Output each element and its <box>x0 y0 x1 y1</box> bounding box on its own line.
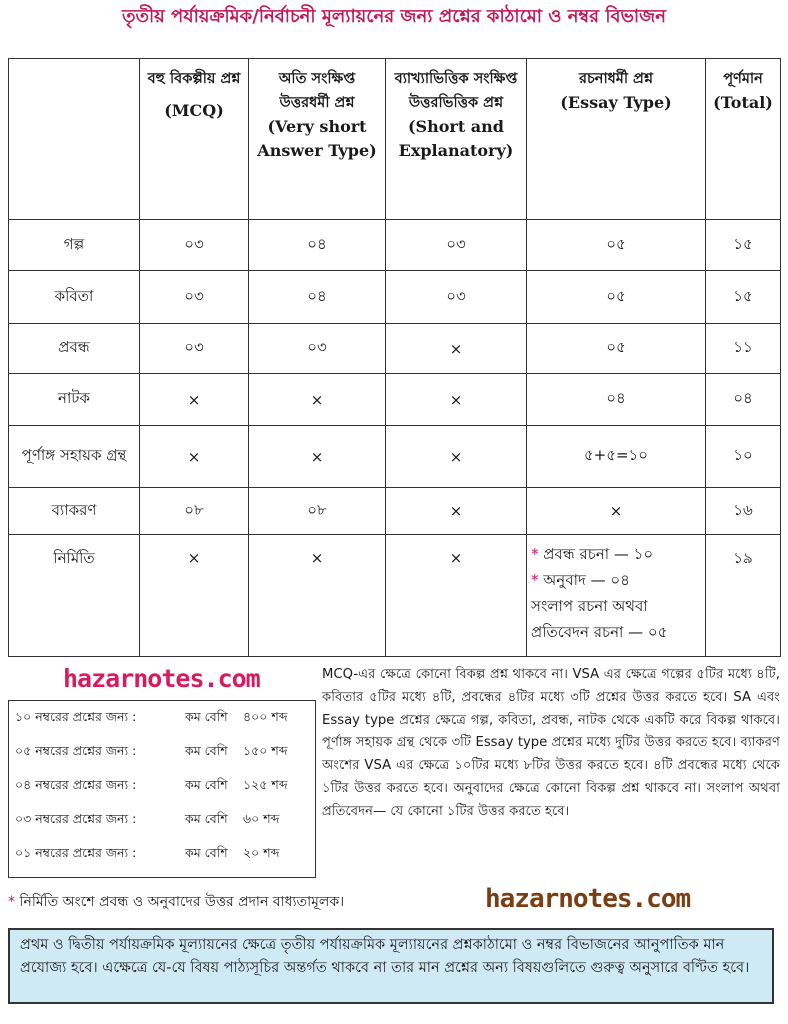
header-essay-bn: রচনাধর্মী প্রশ্ন <box>579 71 653 87</box>
word-limit-value: ২০ শব্দ <box>243 845 280 860</box>
cell-essay: ৫+৫=১০ <box>527 426 706 488</box>
word-limit-label: ০৪ নম্বরের প্রশ্নের জন্য : <box>15 777 137 792</box>
mandatory-note <box>8 890 344 914</box>
cell-essay: ০৫ <box>527 324 706 374</box>
header-sa-bn: ব্যাখ্যাভিত্তিক সংক্ষিপ্ত উত্তরভিত্তিক প্রশ্ন <box>394 71 518 111</box>
cell-vsa: × <box>249 426 386 488</box>
table-row <box>9 535 781 657</box>
page-title: তৃতীয় পর্যায়ক্রমিক/নির্বাচনী মূল্যায়নের জন্য প্রশ্নের কাঠামো ও নম্বর বিভাজন <box>122 6 666 27</box>
essay-line-1-text: প্রবন্ধ রচনা — ১০ <box>543 545 654 563</box>
cell-mcq: × <box>140 374 249 426</box>
essay-line-1 <box>531 541 701 567</box>
word-limit-value: ১২৫ শব্দ <box>243 777 288 792</box>
header-essay <box>527 59 706 220</box>
cell-essay: ০৪ <box>527 374 706 426</box>
word-limit-label: ০৩ নম্বরের প্রশ্নের জন্য : <box>15 811 137 826</box>
star-marker: * <box>531 545 539 563</box>
header-mcq-en: (MCQ) <box>164 101 224 120</box>
word-limit-range: কম বেশি <box>185 743 228 758</box>
star-marker: * <box>8 894 15 910</box>
cell-essay <box>527 535 706 657</box>
cell-mcq: ০৩ <box>140 271 249 324</box>
table-row <box>9 488 781 535</box>
word-limit-range: কম বেশি <box>185 709 228 724</box>
cell-sa: ০৩ <box>386 220 527 271</box>
cell-mcq: ০৩ <box>140 220 249 271</box>
cell-vsa: ০৪ <box>249 220 386 271</box>
cell-sa: × <box>386 324 527 374</box>
word-limit-range: কম বেশি <box>185 777 228 792</box>
corner-cell <box>9 59 140 220</box>
row-name: ব্যাকরণ <box>9 488 140 535</box>
header-total <box>706 59 781 220</box>
header-vsa-en: (Very short Answer Type) <box>257 117 377 160</box>
cell-essay: ০৫ <box>527 220 706 271</box>
header-sa <box>386 59 527 220</box>
cell-vsa: ০৪ <box>249 271 386 324</box>
cell-sa: × <box>386 535 527 657</box>
header-essay-en: (Essay Type) <box>560 93 672 112</box>
header-mcq <box>140 59 249 220</box>
word-limit-label: ০৫ নম্বরের প্রশ্নের জন্য : <box>15 743 137 758</box>
star-marker: * <box>531 571 539 589</box>
word-limit-value: ৬০ শব্দ <box>243 811 280 826</box>
word-limit-value: ৪০০ শব্দ <box>243 709 288 724</box>
row-name: প্রবন্ধ <box>9 324 140 374</box>
cell-sa: × <box>386 488 527 535</box>
cell-mcq: × <box>140 426 249 488</box>
word-limit-row <box>15 845 311 865</box>
cell-mcq: ০৩ <box>140 324 249 374</box>
header-total-en: (Total) <box>713 93 773 112</box>
word-limit-range: কম বেশি <box>185 845 228 860</box>
word-limit-label: ০১ নম্বরের প্রশ্নের জন্য : <box>15 845 137 860</box>
brand-watermark: hazarnotes.com <box>63 664 260 693</box>
row-name: নাটক <box>9 374 140 426</box>
cell-vsa: ০৩ <box>249 324 386 374</box>
cell-mcq: × <box>140 535 249 657</box>
cell-mcq: ০৮ <box>140 488 249 535</box>
marks-table <box>8 58 781 657</box>
cell-total: ১১ <box>706 324 781 374</box>
essay-line-4: প্রতিবেদন রচনা — ০৫ <box>531 623 668 641</box>
word-limit-range: কম বেশি <box>185 811 228 826</box>
table-row <box>9 426 781 488</box>
cell-essay: ০৫ <box>527 271 706 324</box>
row-name: গল্প <box>9 220 140 271</box>
word-limit-row <box>15 777 311 797</box>
row-name: পূর্ণাঙ্গ সহায়ক গ্রন্থ <box>9 426 140 488</box>
bottom-note-box: প্রথম ও দ্বিতীয় পর্যায়ক্রমিক মূল্যায়নের ক্ষেত্রে তৃতীয় পর্যায়ক্রমিক মূল্যায়নের প্রশ্নকাঠামো ও নম্বর বিভাজনের আনুপাতিক মান প্রযোজ্য হবে। এক্ষেত্রে যে-যে বিষয় পাঠ্যসূচির অন্তর্গত থাকবে না তার মান প্রশ্নের অন্য বিষয়গুলিতে গুরুত্ব অনুসারে বণ্টিত হবে। <box>8 928 774 1004</box>
table-row <box>9 324 781 374</box>
cell-sa: ০৩ <box>386 271 527 324</box>
cell-sa: × <box>386 374 527 426</box>
essay-line-2-text: অনুবাদ — ০৪ <box>543 571 630 589</box>
header-mcq-bn: বহু বিকল্পীয় প্রশ্ন <box>147 71 241 87</box>
essay-line-3: সংলাপ রচনা অথবা <box>531 597 648 615</box>
cell-essay: × <box>527 488 706 535</box>
word-limit-label: ১০ নম্বরের প্রশ্নের জন্য : <box>15 709 137 724</box>
row-name: নির্মিতি <box>9 535 140 657</box>
word-limit-row <box>15 811 311 831</box>
header-total-bn: পূর্ণমান <box>723 71 763 87</box>
word-limit-row <box>15 709 311 729</box>
word-limit-box <box>8 700 316 878</box>
cell-total: ১৯ <box>706 535 781 657</box>
header-row <box>9 59 781 220</box>
header-vsa <box>249 59 386 220</box>
cell-sa: × <box>386 426 527 488</box>
mandatory-note-text: নির্মিতি অংশে প্রবন্ধ ও অনুবাদের উত্তর প্রদান বাধ্যতামূলক। <box>19 894 345 910</box>
header-sa-en: (Short and Explanatory) <box>398 117 514 160</box>
header-vsa-bn: অতি সংক্ষিপ্ত উত্তরধর্মী প্রশ্ন <box>278 71 356 111</box>
cell-total: ১০ <box>706 426 781 488</box>
cell-vsa: ০৮ <box>249 488 386 535</box>
brand-watermark-2: hazarnotes.com <box>485 884 691 914</box>
cell-vsa: × <box>249 374 386 426</box>
rules-paragraph: MCQ-এর ক্ষেত্রে কোনো বিকল্প প্রশ্ন থাকবে না। VSA এর ক্ষেত্রে গল্পের ৫টির মধ্যে ৪টি, কবিতার ৫টির মধ্যে ৪টি, প্রবন্ধের ৪টির মধ্যে ৩টি প্রশ্নের উত্তর করতে হবে। SA এবং Essay type প্রশ্নের ক্ষেত্রে গল্প, কবিতা, প্রবন্ধ, নাটক থেকে একটি করে বিকল্প থাকবে। পূর্ণাঙ্গ সহায়ক গ্রন্থ থেকে ৩টি Essay type প্রশ্নের মধ্যে দুটির উত্তর করতে হবে। ব্যাকরণ অংশের VSA এর ক্ষেত্রে ১০টির মধ্যে ৮টির উত্তর করতে হবে। ৪টি প্রবন্ধের মধ্যে থেকে ১টির উত্তর করতে হবে। অনুবাদের ক্ষেত্রে কোনো বিকল্প প্রশ্ন থাকবে না। সংলাপ অথবা প্রতিবেদন— যে কোনো ১টির উত্তর করতে হবে। <box>322 667 780 819</box>
cell-total: ১৬ <box>706 488 781 535</box>
row-name: কবিতা <box>9 271 140 324</box>
word-limit-value: ১৫০ শব্দ <box>243 743 288 758</box>
cell-total: ০৪ <box>706 374 781 426</box>
cell-vsa: × <box>249 535 386 657</box>
table-row <box>9 374 781 426</box>
table-row <box>9 271 781 324</box>
table-row <box>9 220 781 271</box>
word-limit-row <box>15 743 311 763</box>
essay-line-2 <box>531 567 701 593</box>
cell-total: ১৫ <box>706 271 781 324</box>
cell-total: ১৫ <box>706 220 781 271</box>
